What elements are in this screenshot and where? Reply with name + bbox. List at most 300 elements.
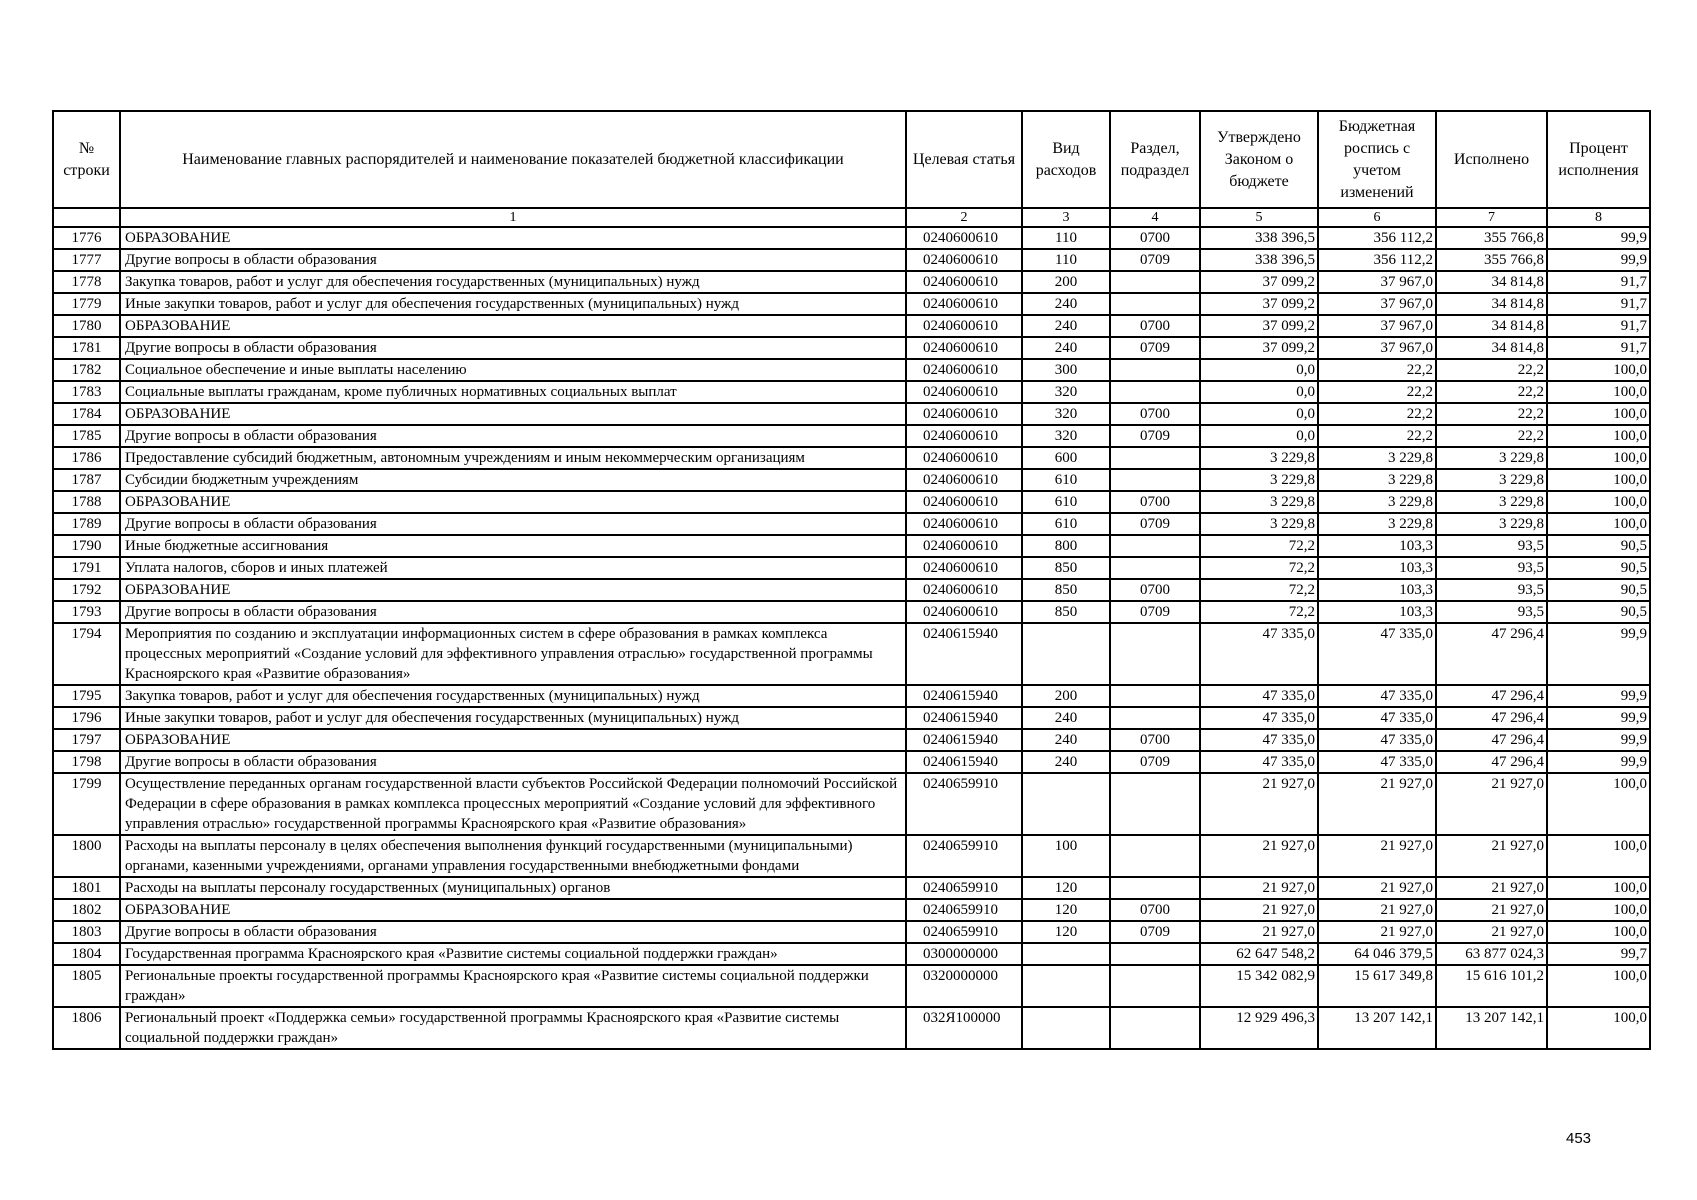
section-code: 0700 xyxy=(1110,227,1200,249)
target-article: 0240615940 xyxy=(906,623,1022,685)
row-number: 1795 xyxy=(53,685,120,707)
expense-type: 320 xyxy=(1022,425,1110,447)
executed-amount: 34 814,8 xyxy=(1436,293,1547,315)
expense-type: 610 xyxy=(1022,469,1110,491)
row-number: 1789 xyxy=(53,513,120,535)
target-article: 0240600610 xyxy=(906,469,1022,491)
table-row xyxy=(53,447,1650,469)
target-article: 0240659910 xyxy=(906,877,1022,899)
col-header-name: Наименование главных распорядителей и наименование показателей бюджетной классификации xyxy=(120,111,906,208)
approved-amount: 3 229,8 xyxy=(1200,491,1318,513)
executed-amount: 13 207 142,1 xyxy=(1436,1007,1547,1049)
row-number: 1778 xyxy=(53,271,120,293)
budget-schedule-amount: 3 229,8 xyxy=(1318,513,1436,535)
section-code: 0709 xyxy=(1110,921,1200,943)
col-number: 1 xyxy=(120,208,906,227)
section-code: 0700 xyxy=(1110,403,1200,425)
approved-amount: 47 335,0 xyxy=(1200,685,1318,707)
row-name: Расходы на выплаты персоналу государственных (муниципальных) органов xyxy=(120,877,906,899)
target-article: 0240659910 xyxy=(906,835,1022,877)
row-name: Осуществление переданных органам государственной власти субъектов Российской Федерации полномочий Российской Федерации в сфере образования в рамках комплекса процессных мероприятий «Создание условий для эффективного управления отраслью» государственной программы Красноярского края «Развитие образования» xyxy=(120,773,906,835)
executed-amount: 93,5 xyxy=(1436,579,1547,601)
col-header-approved: Утверждено Законом о бюджете xyxy=(1200,111,1318,208)
row-name: Расходы на выплаты персоналу в целях обеспечения выполнения функций государственными (муниципальными) органами, казенными учреждениями, органами управления государственными внебюджетными фондами xyxy=(120,835,906,877)
budget-schedule-amount: 3 229,8 xyxy=(1318,447,1436,469)
approved-amount: 3 229,8 xyxy=(1200,469,1318,491)
executed-amount: 355 766,8 xyxy=(1436,227,1547,249)
approved-amount: 3 229,8 xyxy=(1200,447,1318,469)
row-number: 1787 xyxy=(53,469,120,491)
percent-executed: 99,9 xyxy=(1547,751,1650,773)
row-number: 1786 xyxy=(53,447,120,469)
executed-amount: 21 927,0 xyxy=(1436,921,1547,943)
executed-amount: 63 877 024,3 xyxy=(1436,943,1547,965)
section-code xyxy=(1110,685,1200,707)
approved-amount: 72,2 xyxy=(1200,601,1318,623)
section-code: 0700 xyxy=(1110,729,1200,751)
row-number: 1794 xyxy=(53,623,120,685)
row-number: 1791 xyxy=(53,557,120,579)
table-row xyxy=(53,773,1650,835)
percent-executed: 100,0 xyxy=(1547,877,1650,899)
section-code xyxy=(1110,707,1200,729)
expense-type: 850 xyxy=(1022,579,1110,601)
approved-amount: 12 929 496,3 xyxy=(1200,1007,1318,1049)
page-number: 453 xyxy=(1566,1130,1592,1147)
table-row xyxy=(53,535,1650,557)
approved-amount: 21 927,0 xyxy=(1200,877,1318,899)
col-number: 8 xyxy=(1547,208,1650,227)
expense-type: 120 xyxy=(1022,899,1110,921)
section-code: 0709 xyxy=(1110,337,1200,359)
row-name: Региональный проект «Поддержка семьи» государственной программы Красноярского края «Развитие системы социальной поддержки граждан» xyxy=(120,1007,906,1049)
target-article: 0240600610 xyxy=(906,293,1022,315)
target-article: 0240615940 xyxy=(906,685,1022,707)
budget-schedule-amount: 47 335,0 xyxy=(1318,707,1436,729)
expense-type: 120 xyxy=(1022,877,1110,899)
table-row xyxy=(53,337,1650,359)
row-name: Закупка товаров, работ и услуг для обеспечения государственных (муниципальных) нужд xyxy=(120,685,906,707)
table-row xyxy=(53,685,1650,707)
approved-amount: 72,2 xyxy=(1200,557,1318,579)
percent-executed: 100,0 xyxy=(1547,773,1650,835)
budget-schedule-amount: 22,2 xyxy=(1318,425,1436,447)
budget-schedule-amount: 37 967,0 xyxy=(1318,271,1436,293)
approved-amount: 37 099,2 xyxy=(1200,315,1318,337)
row-number: 1792 xyxy=(53,579,120,601)
approved-amount: 338 396,5 xyxy=(1200,227,1318,249)
expense-type: 200 xyxy=(1022,271,1110,293)
percent-executed: 90,5 xyxy=(1547,535,1650,557)
approved-amount: 47 335,0 xyxy=(1200,729,1318,751)
budget-schedule-amount: 21 927,0 xyxy=(1318,899,1436,921)
percent-executed: 99,9 xyxy=(1547,249,1650,271)
expense-type: 120 xyxy=(1022,921,1110,943)
target-article: 0240659910 xyxy=(906,773,1022,835)
section-code: 0709 xyxy=(1110,425,1200,447)
section-code xyxy=(1110,359,1200,381)
table-row xyxy=(53,965,1650,1007)
row-name: ОБРАЗОВАНИЕ xyxy=(120,315,906,337)
section-code: 0700 xyxy=(1110,315,1200,337)
row-name: ОБРАЗОВАНИЕ xyxy=(120,403,906,425)
target-article: 0240600610 xyxy=(906,425,1022,447)
executed-amount: 47 296,4 xyxy=(1436,751,1547,773)
expense-type: 240 xyxy=(1022,729,1110,751)
executed-amount: 47 296,4 xyxy=(1436,729,1547,751)
section-code xyxy=(1110,447,1200,469)
expense-type: 240 xyxy=(1022,707,1110,729)
executed-amount: 93,5 xyxy=(1436,601,1547,623)
row-name: Другие вопросы в области образования xyxy=(120,249,906,271)
executed-amount: 22,2 xyxy=(1436,381,1547,403)
budget-execution-table xyxy=(52,110,1651,1050)
budget-schedule-amount: 103,3 xyxy=(1318,579,1436,601)
row-number: 1793 xyxy=(53,601,120,623)
expense-type: 240 xyxy=(1022,293,1110,315)
executed-amount: 93,5 xyxy=(1436,535,1547,557)
col-number: 2 xyxy=(906,208,1022,227)
percent-executed: 100,0 xyxy=(1547,899,1650,921)
approved-amount: 338 396,5 xyxy=(1200,249,1318,271)
target-article: 0240659910 xyxy=(906,921,1022,943)
target-article: 0240600610 xyxy=(906,337,1022,359)
header-row xyxy=(53,111,1650,208)
target-article: 032Я100000 xyxy=(906,1007,1022,1049)
percent-executed: 90,5 xyxy=(1547,579,1650,601)
percent-executed: 99,9 xyxy=(1547,623,1650,685)
budget-schedule-amount: 22,2 xyxy=(1318,359,1436,381)
row-name: Предоставление субсидий бюджетным, автономным учреждениям и иным некоммерческим организациям xyxy=(120,447,906,469)
target-article: 0240600610 xyxy=(906,315,1022,337)
budget-schedule-amount: 103,3 xyxy=(1318,535,1436,557)
row-name: ОБРАЗОВАНИЕ xyxy=(120,491,906,513)
section-code xyxy=(1110,293,1200,315)
section-code: 0700 xyxy=(1110,579,1200,601)
executed-amount: 3 229,8 xyxy=(1436,469,1547,491)
row-number: 1782 xyxy=(53,359,120,381)
table-row xyxy=(53,359,1650,381)
table-body xyxy=(53,227,1650,1049)
row-name: Иные закупки товаров, работ и услуг для обеспечения государственных (муниципальных) нужд xyxy=(120,293,906,315)
section-code xyxy=(1110,773,1200,835)
approved-amount: 21 927,0 xyxy=(1200,899,1318,921)
expense-type xyxy=(1022,943,1110,965)
executed-amount: 3 229,8 xyxy=(1436,447,1547,469)
budget-schedule-amount: 47 335,0 xyxy=(1318,729,1436,751)
approved-amount: 21 927,0 xyxy=(1200,921,1318,943)
expense-type: 850 xyxy=(1022,601,1110,623)
budget-schedule-amount: 47 335,0 xyxy=(1318,685,1436,707)
target-article: 0240600610 xyxy=(906,557,1022,579)
expense-type: 850 xyxy=(1022,557,1110,579)
approved-amount: 21 927,0 xyxy=(1200,835,1318,877)
table-row xyxy=(53,425,1650,447)
approved-amount: 15 342 082,9 xyxy=(1200,965,1318,1007)
section-code xyxy=(1110,943,1200,965)
percent-executed: 90,5 xyxy=(1547,601,1650,623)
row-name: Другие вопросы в области образования xyxy=(120,751,906,773)
executed-amount: 355 766,8 xyxy=(1436,249,1547,271)
row-number: 1777 xyxy=(53,249,120,271)
table-row xyxy=(53,315,1650,337)
row-name: ОБРАЗОВАНИЕ xyxy=(120,899,906,921)
percent-executed: 100,0 xyxy=(1547,359,1650,381)
table-row xyxy=(53,491,1650,513)
table-row xyxy=(53,921,1650,943)
budget-schedule-amount: 103,3 xyxy=(1318,557,1436,579)
col-header-executed: Исполнено xyxy=(1436,111,1547,208)
section-code xyxy=(1110,271,1200,293)
approved-amount: 72,2 xyxy=(1200,579,1318,601)
col-header-expense-type: Вид расходов xyxy=(1022,111,1110,208)
approved-amount: 37 099,2 xyxy=(1200,271,1318,293)
table-row xyxy=(53,403,1650,425)
row-name: Другие вопросы в области образования xyxy=(120,513,906,535)
row-name: Иные бюджетные ассигнования xyxy=(120,535,906,557)
section-code xyxy=(1110,877,1200,899)
expense-type: 110 xyxy=(1022,249,1110,271)
percent-executed: 100,0 xyxy=(1547,447,1650,469)
row-name: Социальное обеспечение и иные выплаты населению xyxy=(120,359,906,381)
approved-amount: 21 927,0 xyxy=(1200,773,1318,835)
executed-amount: 21 927,0 xyxy=(1436,899,1547,921)
table-row xyxy=(53,293,1650,315)
executed-amount: 34 814,8 xyxy=(1436,271,1547,293)
executed-amount: 47 296,4 xyxy=(1436,685,1547,707)
approved-amount: 62 647 548,2 xyxy=(1200,943,1318,965)
approved-amount: 47 335,0 xyxy=(1200,623,1318,685)
percent-executed: 100,0 xyxy=(1547,1007,1650,1049)
percent-executed: 91,7 xyxy=(1547,337,1650,359)
table-header xyxy=(53,111,1650,227)
target-article: 0240615940 xyxy=(906,707,1022,729)
expense-type: 320 xyxy=(1022,403,1110,425)
table-row xyxy=(53,729,1650,751)
table-row xyxy=(53,381,1650,403)
expense-type: 800 xyxy=(1022,535,1110,557)
expense-type xyxy=(1022,773,1110,835)
table-row xyxy=(53,943,1650,965)
target-article: 0240600610 xyxy=(906,447,1022,469)
percent-executed: 100,0 xyxy=(1547,469,1650,491)
row-name: Иные закупки товаров, работ и услуг для обеспечения государственных (муниципальных) нужд xyxy=(120,707,906,729)
percent-executed: 99,9 xyxy=(1547,227,1650,249)
row-number: 1802 xyxy=(53,899,120,921)
expense-type: 110 xyxy=(1022,227,1110,249)
row-number: 1781 xyxy=(53,337,120,359)
row-name: Другие вопросы в области образования xyxy=(120,337,906,359)
col-header-percent: Процент исполнения xyxy=(1547,111,1650,208)
table-row xyxy=(53,707,1650,729)
budget-schedule-amount: 22,2 xyxy=(1318,381,1436,403)
percent-executed: 99,9 xyxy=(1547,685,1650,707)
section-code: 0700 xyxy=(1110,491,1200,513)
row-name: Государственная программа Красноярского края «Развитие системы социальной поддержки граждан» xyxy=(120,943,906,965)
section-code: 0709 xyxy=(1110,751,1200,773)
budget-schedule-amount: 37 967,0 xyxy=(1318,293,1436,315)
row-name: Другие вопросы в области образования xyxy=(120,921,906,943)
row-name: Другие вопросы в области образования xyxy=(120,601,906,623)
table-row xyxy=(53,469,1650,491)
target-article: 0240600610 xyxy=(906,513,1022,535)
section-code: 0709 xyxy=(1110,513,1200,535)
row-number: 1804 xyxy=(53,943,120,965)
percent-executed: 100,0 xyxy=(1547,381,1650,403)
approved-amount: 0,0 xyxy=(1200,403,1318,425)
executed-amount: 22,2 xyxy=(1436,403,1547,425)
budget-schedule-amount: 21 927,0 xyxy=(1318,877,1436,899)
expense-type: 610 xyxy=(1022,491,1110,513)
executed-amount: 22,2 xyxy=(1436,359,1547,381)
row-name: ОБРАЗОВАНИЕ xyxy=(120,729,906,751)
expense-type: 240 xyxy=(1022,315,1110,337)
row-number: 1805 xyxy=(53,965,120,1007)
row-number: 1797 xyxy=(53,729,120,751)
target-article: 0240600610 xyxy=(906,579,1022,601)
table-row xyxy=(53,623,1650,685)
budget-schedule-amount: 37 967,0 xyxy=(1318,315,1436,337)
budget-schedule-amount: 21 927,0 xyxy=(1318,835,1436,877)
row-number: 1785 xyxy=(53,425,120,447)
row-name: Региональные проекты государственной программы Красноярского края «Развитие системы социальной поддержки граждан» xyxy=(120,965,906,1007)
row-name: Другие вопросы в области образования xyxy=(120,425,906,447)
budget-schedule-amount: 22,2 xyxy=(1318,403,1436,425)
target-article: 0240600610 xyxy=(906,359,1022,381)
percent-executed: 100,0 xyxy=(1547,425,1650,447)
percent-executed: 99,7 xyxy=(1547,943,1650,965)
row-number: 1798 xyxy=(53,751,120,773)
expense-type: 600 xyxy=(1022,447,1110,469)
table-row xyxy=(53,271,1650,293)
row-number: 1799 xyxy=(53,773,120,835)
table-row xyxy=(53,1007,1650,1049)
section-code xyxy=(1110,535,1200,557)
col-header-row-number: № строки xyxy=(53,111,120,208)
budget-schedule-amount: 3 229,8 xyxy=(1318,469,1436,491)
target-article: 0240600610 xyxy=(906,381,1022,403)
percent-executed: 90,5 xyxy=(1547,557,1650,579)
row-name: ОБРАЗОВАНИЕ xyxy=(120,579,906,601)
budget-schedule-amount: 64 046 379,5 xyxy=(1318,943,1436,965)
percent-executed: 99,9 xyxy=(1547,707,1650,729)
percent-executed: 91,7 xyxy=(1547,315,1650,337)
percent-executed: 100,0 xyxy=(1547,921,1650,943)
percent-executed: 100,0 xyxy=(1547,965,1650,1007)
target-article: 0240600610 xyxy=(906,403,1022,425)
table-row xyxy=(53,249,1650,271)
row-name: ОБРАЗОВАНИЕ xyxy=(120,227,906,249)
budget-schedule-amount: 21 927,0 xyxy=(1318,921,1436,943)
col-header-budget-schedule: Бюджетная роспись с учетом изменений xyxy=(1318,111,1436,208)
section-code xyxy=(1110,835,1200,877)
budget-schedule-amount: 15 617 349,8 xyxy=(1318,965,1436,1007)
row-number: 1784 xyxy=(53,403,120,425)
executed-amount: 47 296,4 xyxy=(1436,707,1547,729)
budget-schedule-amount: 13 207 142,1 xyxy=(1318,1007,1436,1049)
percent-executed: 100,0 xyxy=(1547,513,1650,535)
table-row xyxy=(53,601,1650,623)
target-article: 0240600610 xyxy=(906,227,1022,249)
target-article: 0240600610 xyxy=(906,601,1022,623)
col-number: 5 xyxy=(1200,208,1318,227)
row-name: Социальные выплаты гражданам, кроме публичных нормативных социальных выплат xyxy=(120,381,906,403)
row-name: Закупка товаров, работ и услуг для обеспечения государственных (муниципальных) нужд xyxy=(120,271,906,293)
row-name: Мероприятия по созданию и эксплуатации информационных систем в сфере образования в рамках комплекса процессных мероприятий «Создание условий для эффективного управления отраслью» государственной программы Красноярского края «Развитие образования» xyxy=(120,623,906,685)
executed-amount: 34 814,8 xyxy=(1436,337,1547,359)
row-name: Уплата налогов, сборов и иных платежей xyxy=(120,557,906,579)
percent-executed: 100,0 xyxy=(1547,491,1650,513)
row-number: 1803 xyxy=(53,921,120,943)
executed-amount: 22,2 xyxy=(1436,425,1547,447)
target-article: 0240615940 xyxy=(906,729,1022,751)
target-article: 0240600610 xyxy=(906,535,1022,557)
row-number: 1780 xyxy=(53,315,120,337)
executed-amount: 21 927,0 xyxy=(1436,835,1547,877)
expense-type: 240 xyxy=(1022,337,1110,359)
expense-type: 320 xyxy=(1022,381,1110,403)
target-article: 0320000000 xyxy=(906,965,1022,1007)
approved-amount: 47 335,0 xyxy=(1200,707,1318,729)
expense-type: 610 xyxy=(1022,513,1110,535)
col-number: 4 xyxy=(1110,208,1200,227)
section-code: 0709 xyxy=(1110,249,1200,271)
section-code xyxy=(1110,1007,1200,1049)
approved-amount: 0,0 xyxy=(1200,381,1318,403)
approved-amount: 0,0 xyxy=(1200,359,1318,381)
row-number: 1783 xyxy=(53,381,120,403)
col-number xyxy=(53,208,120,227)
executed-amount: 93,5 xyxy=(1436,557,1547,579)
col-number: 6 xyxy=(1318,208,1436,227)
row-number: 1779 xyxy=(53,293,120,315)
expense-type: 100 xyxy=(1022,835,1110,877)
table-row xyxy=(53,751,1650,773)
percent-executed: 100,0 xyxy=(1547,835,1650,877)
expense-type xyxy=(1022,623,1110,685)
row-number: 1776 xyxy=(53,227,120,249)
table-row xyxy=(53,227,1650,249)
row-number: 1790 xyxy=(53,535,120,557)
percent-executed: 91,7 xyxy=(1547,271,1650,293)
row-name: Субсидии бюджетным учреждениям xyxy=(120,469,906,491)
target-article: 0240600610 xyxy=(906,249,1022,271)
col-number: 3 xyxy=(1022,208,1110,227)
percent-executed: 100,0 xyxy=(1547,403,1650,425)
budget-schedule-amount: 47 335,0 xyxy=(1318,623,1436,685)
approved-amount: 0,0 xyxy=(1200,425,1318,447)
approved-amount: 37 099,2 xyxy=(1200,293,1318,315)
executed-amount: 34 814,8 xyxy=(1436,315,1547,337)
budget-schedule-amount: 356 112,2 xyxy=(1318,227,1436,249)
executed-amount: 21 927,0 xyxy=(1436,773,1547,835)
section-code: 0700 xyxy=(1110,899,1200,921)
expense-type xyxy=(1022,1007,1110,1049)
section-code xyxy=(1110,469,1200,491)
budget-schedule-amount: 37 967,0 xyxy=(1318,337,1436,359)
section-code xyxy=(1110,623,1200,685)
approved-amount: 37 099,2 xyxy=(1200,337,1318,359)
col-header-target-article: Целевая статья xyxy=(906,111,1022,208)
expense-type: 300 xyxy=(1022,359,1110,381)
row-number: 1801 xyxy=(53,877,120,899)
section-code xyxy=(1110,965,1200,1007)
table-row xyxy=(53,835,1650,877)
table-row xyxy=(53,877,1650,899)
target-article: 0240600610 xyxy=(906,271,1022,293)
row-number: 1796 xyxy=(53,707,120,729)
approved-amount: 72,2 xyxy=(1200,535,1318,557)
